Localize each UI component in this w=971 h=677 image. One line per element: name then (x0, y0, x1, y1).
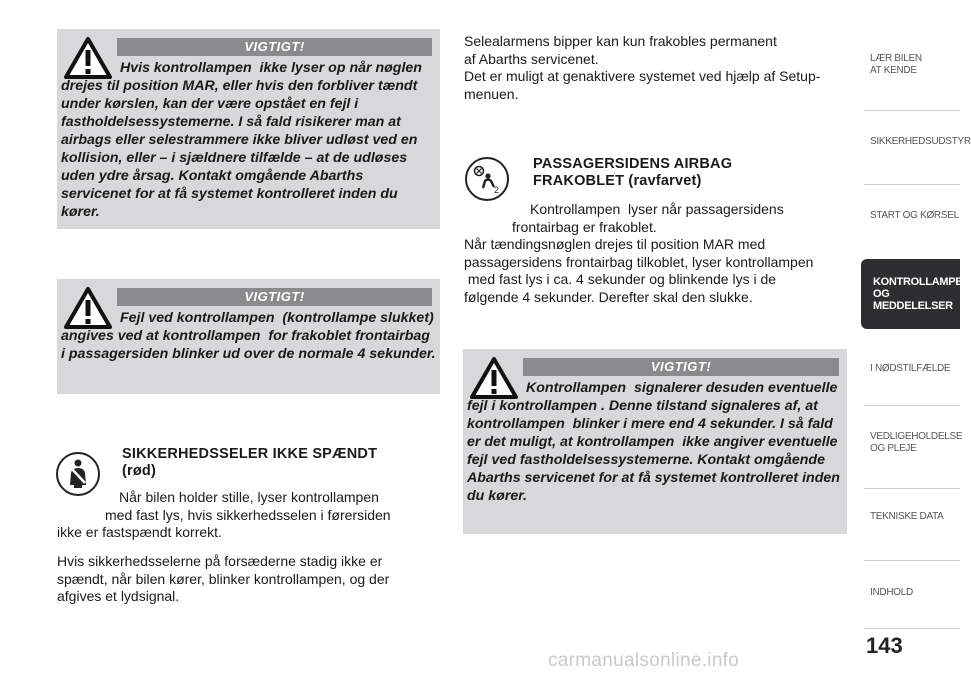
tab-divider (864, 110, 960, 111)
tab-tekniske-data[interactable]: TEKNISKE DATA (870, 511, 944, 522)
warning-text: Kontrollampen ⁠ signalerer desuden eventuelle fejl i kontrollampen ⁠. Denne tilstand signaleres af, at kontrollampen ⁠ blinker i mere end 4 sekunder. I så fald er det muligt, at kontrollampen ⁠ ikke angiver eventuelle fejl ved fastholdelsessystemerne. Kontakt omgående Abarths servicenet for at få systemet kontrolleret inden du kører. (467, 380, 840, 504)
tab-divider (864, 628, 960, 629)
tab-vedligeholdelse[interactable]: VEDLIGEHOLDELSE OG PLEJE (870, 431, 963, 454)
warning-box-1 (57, 29, 440, 229)
warning-text: Fejl ved kontrollampen ⁠ (kontrollampe slukket) angives ved at kontrollampen ⁠ for frakoblet frontairbag i passagersiden blinker ud over de normale 4 sekunder. (61, 310, 436, 362)
passenger-airbag-paragraph: Kontrollampen ⁠ lyser når passagersidens frontairbag er frakoblet. Når tændingsnøglen drejes til position MAR med passagersidens frontairbag tilkoblet, lyser kontrollampen ⁠ med fast lys i ca. 4 sekunder og blinkende lys i de følgende 4 sekunder. Derefter skal den slukke. (464, 201, 814, 305)
seatbelt-paragraph-2: Hvis sikkerhedsselerne på forsæderne stadig ikke er spændt, når bilen kører, blinker kontrollampen, og der afgives et lydsignal. (57, 553, 390, 604)
warning-header: VIGTIGT! (523, 358, 839, 376)
warning-text: Hvis kontrollampen ⁠ ikke lyser op når nøglen drejes til position MAR, eller hvis den forbliver tændt under kørslen, kan der være opstået en fejl i fastholdelsessystemerne. I så fald risikerer man at airbags eller selestrammere ikke bliver udløst ved en kollision, eller – i sjældnere tilfælde – at de udløses uden ydre årsag. Kontakt omgående Abarths servicenet for at få systemet kontrolleret inden du kører. (61, 60, 422, 220)
tab-divider (864, 488, 960, 489)
airbag-off-icon (464, 156, 510, 202)
tab-indhold[interactable]: INDHOLD (870, 587, 913, 598)
tab-divider (864, 560, 960, 561)
warning-header: VIGTIGT! (117, 38, 432, 56)
passenger-airbag-title: PASSAGERSIDENS AIRBAG FRAKOBLET (ravfarvet) (533, 156, 733, 189)
tab-i-noedstilfaelde[interactable]: I NØDSTILFÆLDE (870, 363, 951, 374)
page-number: 143 (866, 633, 903, 658)
seatbelt-paragraph-1: Når bilen holder stille, lyser kontrollampen med fast lys, hvis sikkerhedsselen i førersiden ikke er fastspændt korrekt. (57, 489, 391, 540)
warning-box-2 (57, 279, 440, 394)
intro-paragraph: Selealarmens bipper kan kun frakobles permanent af Abarths servicenet. Det er muligt at genaktivere systemet ved hjælp af Setup- menuen. (464, 33, 821, 102)
tab-laer-bilen[interactable]: LÆR BILEN AT KENDE (870, 53, 922, 76)
watermark: carmanualsonline.info (548, 650, 740, 671)
tab-divider (864, 184, 960, 185)
seatbelt-title: SIKKERHEDSSELER IKKE SPÆNDT (rød) (122, 446, 378, 479)
tab-kontrollamper[interactable]: KONTROLLAMPER OG MEDDELELSER (861, 259, 960, 329)
svg-text:2: 2 (494, 185, 500, 195)
warning-box-3 (463, 349, 847, 534)
tab-divider (864, 405, 960, 406)
warning-header: VIGTIGT! (117, 288, 432, 306)
tab-start-og-koersel[interactable]: START OG KØRSEL (870, 210, 959, 221)
tab-sikkerhedsudstyr[interactable]: SIKKERHEDSUDSTYR (870, 136, 971, 147)
